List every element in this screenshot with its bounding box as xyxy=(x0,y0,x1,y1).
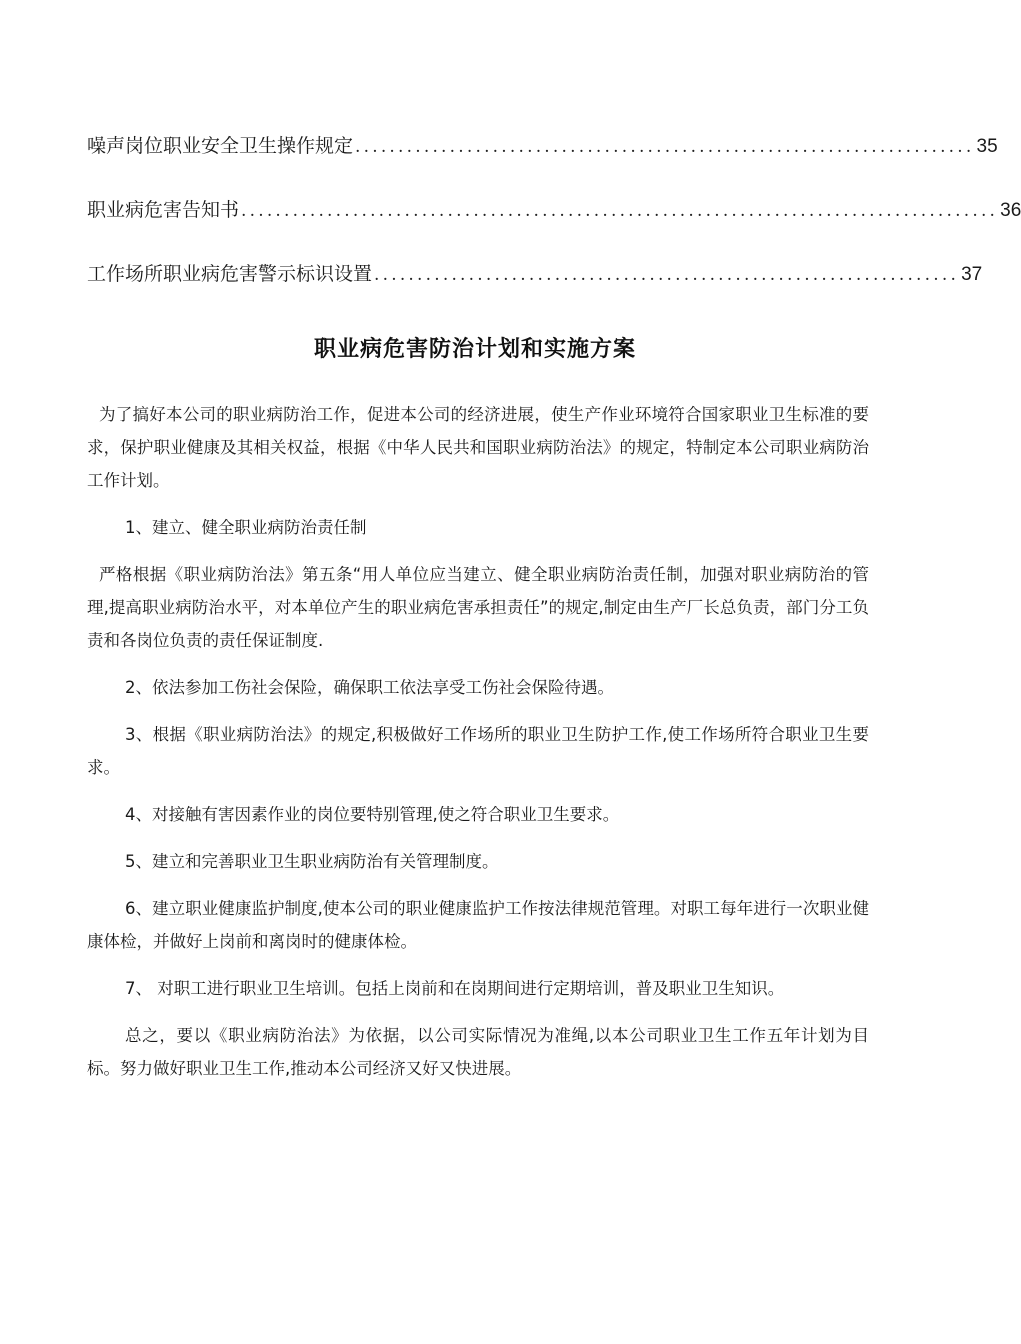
toc-entry-title: 职业病危害告知书 xyxy=(87,199,240,221)
toc-leader-dots: ........................................................................ xyxy=(355,137,975,157)
toc-entry[interactable] xyxy=(87,128,998,192)
document-body xyxy=(87,398,869,1099)
toc-page-number: 37 xyxy=(961,264,983,285)
document-title: 职业病危害防治计划和实施方案 xyxy=(313,337,636,362)
table-of-contents xyxy=(87,128,1021,320)
section-heading: 1、建立、健全职业病防治责任制 xyxy=(125,518,367,537)
toc-entry-title: 噪声岗位职业安全卫生操作规定 xyxy=(87,135,354,157)
list-item: 2、依法参加工伤社会保险，确保职工依法享受工伤社会保险待遇。 xyxy=(125,678,614,697)
list-item: 4、对接触有害因素作业的岗位要特别管理,使之符合职业卫生要求。 xyxy=(125,805,620,824)
toc-leader-dots: .................................................................... xyxy=(374,265,960,285)
toc-entry-title: 工作场所职业病危害警示标识设置 xyxy=(87,263,373,285)
list-item: 6、建立职业健康监护制度,使本公司的职业健康监护工作按法律规范管理。对职工每年进行一次职业健康体检，并做好上岗前和离岗时的健康体检。 xyxy=(87,899,869,951)
toc-leader-dots: ........................................................................................ xyxy=(241,201,999,221)
list-item: 3、根据《职业病防治法》的规定,积极做好工作场所的职业卫生防护工作,使工作场所符合职业卫生要求。 xyxy=(87,725,869,777)
body-paragraph: 严格根据《职业病防治法》第五条“用人单位应当建立、健全职业病防治责任制，加强对职业病防治的管理,提高职业病防治水平，对本单位产生的职业病危害承担责任”的规定,制定由生产厂长总负责，部门分工负责和各岗位负责的责任保证制度. xyxy=(87,565,869,650)
toc-entry[interactable] xyxy=(87,192,1021,256)
toc-page-number: 35 xyxy=(976,136,998,157)
list-item: 7、 对职工进行职业卫生培训。包括上岗前和在岗期间进行定期培训，普及职业卫生知识。 xyxy=(125,979,785,998)
toc-page-number: 36 xyxy=(1000,200,1021,221)
conclusion-paragraph: 总之，要以《职业病防治法》为依据，以公司实际情况为准绳,以本公司职业卫生工作五年计划为目标。努力做好职业卫生工作,推动本公司经济又好又快进展。 xyxy=(87,1026,869,1078)
toc-entry[interactable] xyxy=(87,256,983,320)
intro-paragraph: 为了搞好本公司的职业病防治工作，促进本公司的经济进展，使生产作业环境符合国家职业卫生标准的要求，保护职业健康及其相关权益，根据《中华人民共和国职业病防治法》的规定，特制定本公司职业病防治工作计划。 xyxy=(87,405,869,490)
list-item: 5、建立和完善职业卫生职业病防治有关管理制度。 xyxy=(125,852,499,871)
